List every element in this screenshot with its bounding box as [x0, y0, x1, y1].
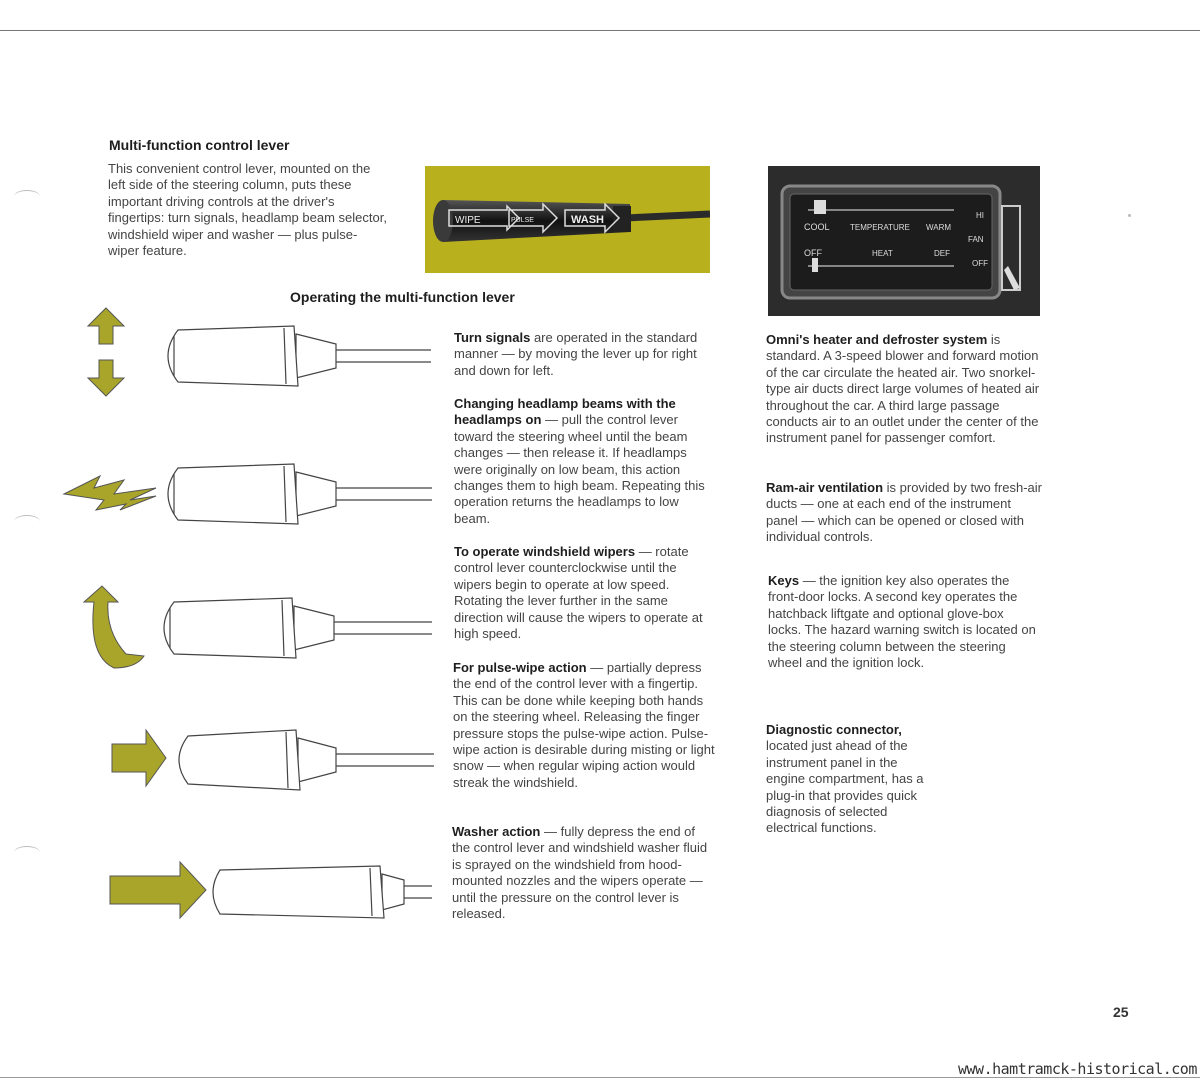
lever-outline-icon: [168, 464, 432, 524]
binder-hole-mark: [14, 190, 40, 203]
arrow-pull-icon: [64, 476, 156, 510]
lever-photo: [425, 166, 710, 273]
feature-ram-air: Ram-air ventilation is provided by two fresh-air ducts — one at each end of the instrument panel — which can be opened or closed with individual controls.: [766, 480, 1042, 545]
heater-heat-label: HEAT: [872, 249, 893, 258]
headlamp-beam-figure: [60, 448, 436, 543]
washer-figure: [106, 852, 436, 937]
binder-hole-mark: [14, 846, 40, 859]
binder-hole-mark: [14, 515, 40, 528]
operation-turn-signals: Turn signals are operated in the standard manner — by moving the lever up for right and down for left.: [454, 330, 698, 378]
operating-heading: Operating the multi-function lever: [290, 289, 515, 305]
intro-heading: Multi-function control lever: [109, 137, 290, 153]
site-watermark[interactable]: www.hamtramck-historical.com: [958, 1060, 1197, 1078]
fan-label: FAN: [968, 235, 984, 244]
fan-hi-label: HI: [976, 211, 984, 220]
feature-diagnostic-connector: Diagnostic connector, located just ahead of the instrument panel in the engine compartment, has a plug-in that provides quick diagnosis of selected electrical functions.: [766, 722, 924, 836]
operation-pulse-wipe: For pulse-wipe action — partially depress the end of the control lever with a fingertip. This can be done while keeping both hands on the steering wheel. Releasing the finger pressure stops the pulse-wipe action. Pulse-wipe action is desirable during misting or light snow — when regular wiping action would streak the windshield.: [453, 660, 715, 790]
feature-keys: Keys — the ignition key also operates the front-door locks. A second key operates the hatchback liftgate and optional glove-box locks. The hazard warning switch is located on the steering column between the steering wheel and the ignition lock.: [768, 573, 1036, 671]
heater-warm-label: WARM: [926, 223, 952, 232]
lever-outline-icon: [164, 598, 432, 658]
lever-wipe-label: WIPE: [455, 215, 481, 226]
arrow-press-icon: [112, 730, 166, 786]
page-number: 25: [1113, 1004, 1129, 1020]
intro-text: This convenient control lever, mounted on the left side of the steering column, puts these important driving controls at the driver's fingertips: turn signals, headlamp beam selector, windshield wiper and washer — plus pulse-wiper feature.: [108, 161, 387, 259]
lever-outline-icon: [179, 730, 434, 790]
arrow-down-icon: [88, 360, 124, 396]
heater-off-label: OFF: [804, 248, 822, 258]
operation-washer: Washer action — fully depress the end of the control lever and windshield washer fluid is sprayed on the windshield from hood-mounted nozzles and the wipers operate — until the pressure on the control lever is released.: [452, 824, 708, 922]
feature-heater-defroster: Omni's heater and defroster system is standard. A 3-speed blower and forward motion of the car circulate the heated air. Two snorkel-type air ducts direct large volumes of heated air throughout the car. A third large passage conducts air to an outlet under the center of the instrument panel for passenger comfort.: [766, 332, 1040, 446]
turn-signal-figure: [86, 306, 436, 407]
lever-outline-icon: [213, 866, 432, 918]
pulse-wipe-figure: [108, 716, 438, 805]
top-rule: [0, 30, 1200, 31]
lever-pulse-label: PULSE: [511, 217, 534, 224]
operation-headlamp-beams: Changing headlamp beams with the headlamps on — pull the control lever toward the steering wheel until the beam changes — then release it. If headlamps were originally on low beam, this action changes them to high beam. Repeating this operation returns the headlamps to low beam.: [454, 396, 705, 526]
fan-off-label: OFF: [972, 259, 988, 268]
lever-outline-icon: [168, 326, 431, 386]
heater-cool-label: COOL: [804, 222, 830, 232]
scan-dot: [1128, 214, 1131, 217]
arrow-rotate-icon: [84, 586, 144, 668]
arrow-up-icon: [88, 308, 124, 344]
windshield-wiper-figure: [78, 582, 436, 679]
heater-temperature-label: TEMPERATURE: [850, 223, 910, 232]
operation-wipers: To operate windshield wipers — rotate control lever counterclockwise until the wipers begin to operate at low speed. Rotating the lever further in the same direction will cause the wipers to operate at high speed.: [454, 544, 703, 642]
heater-def-label: DEF: [934, 249, 950, 258]
arrow-push-icon: [110, 862, 206, 918]
lever-wash-label: WASH: [571, 214, 604, 226]
heater-control-photo: [768, 166, 1040, 316]
